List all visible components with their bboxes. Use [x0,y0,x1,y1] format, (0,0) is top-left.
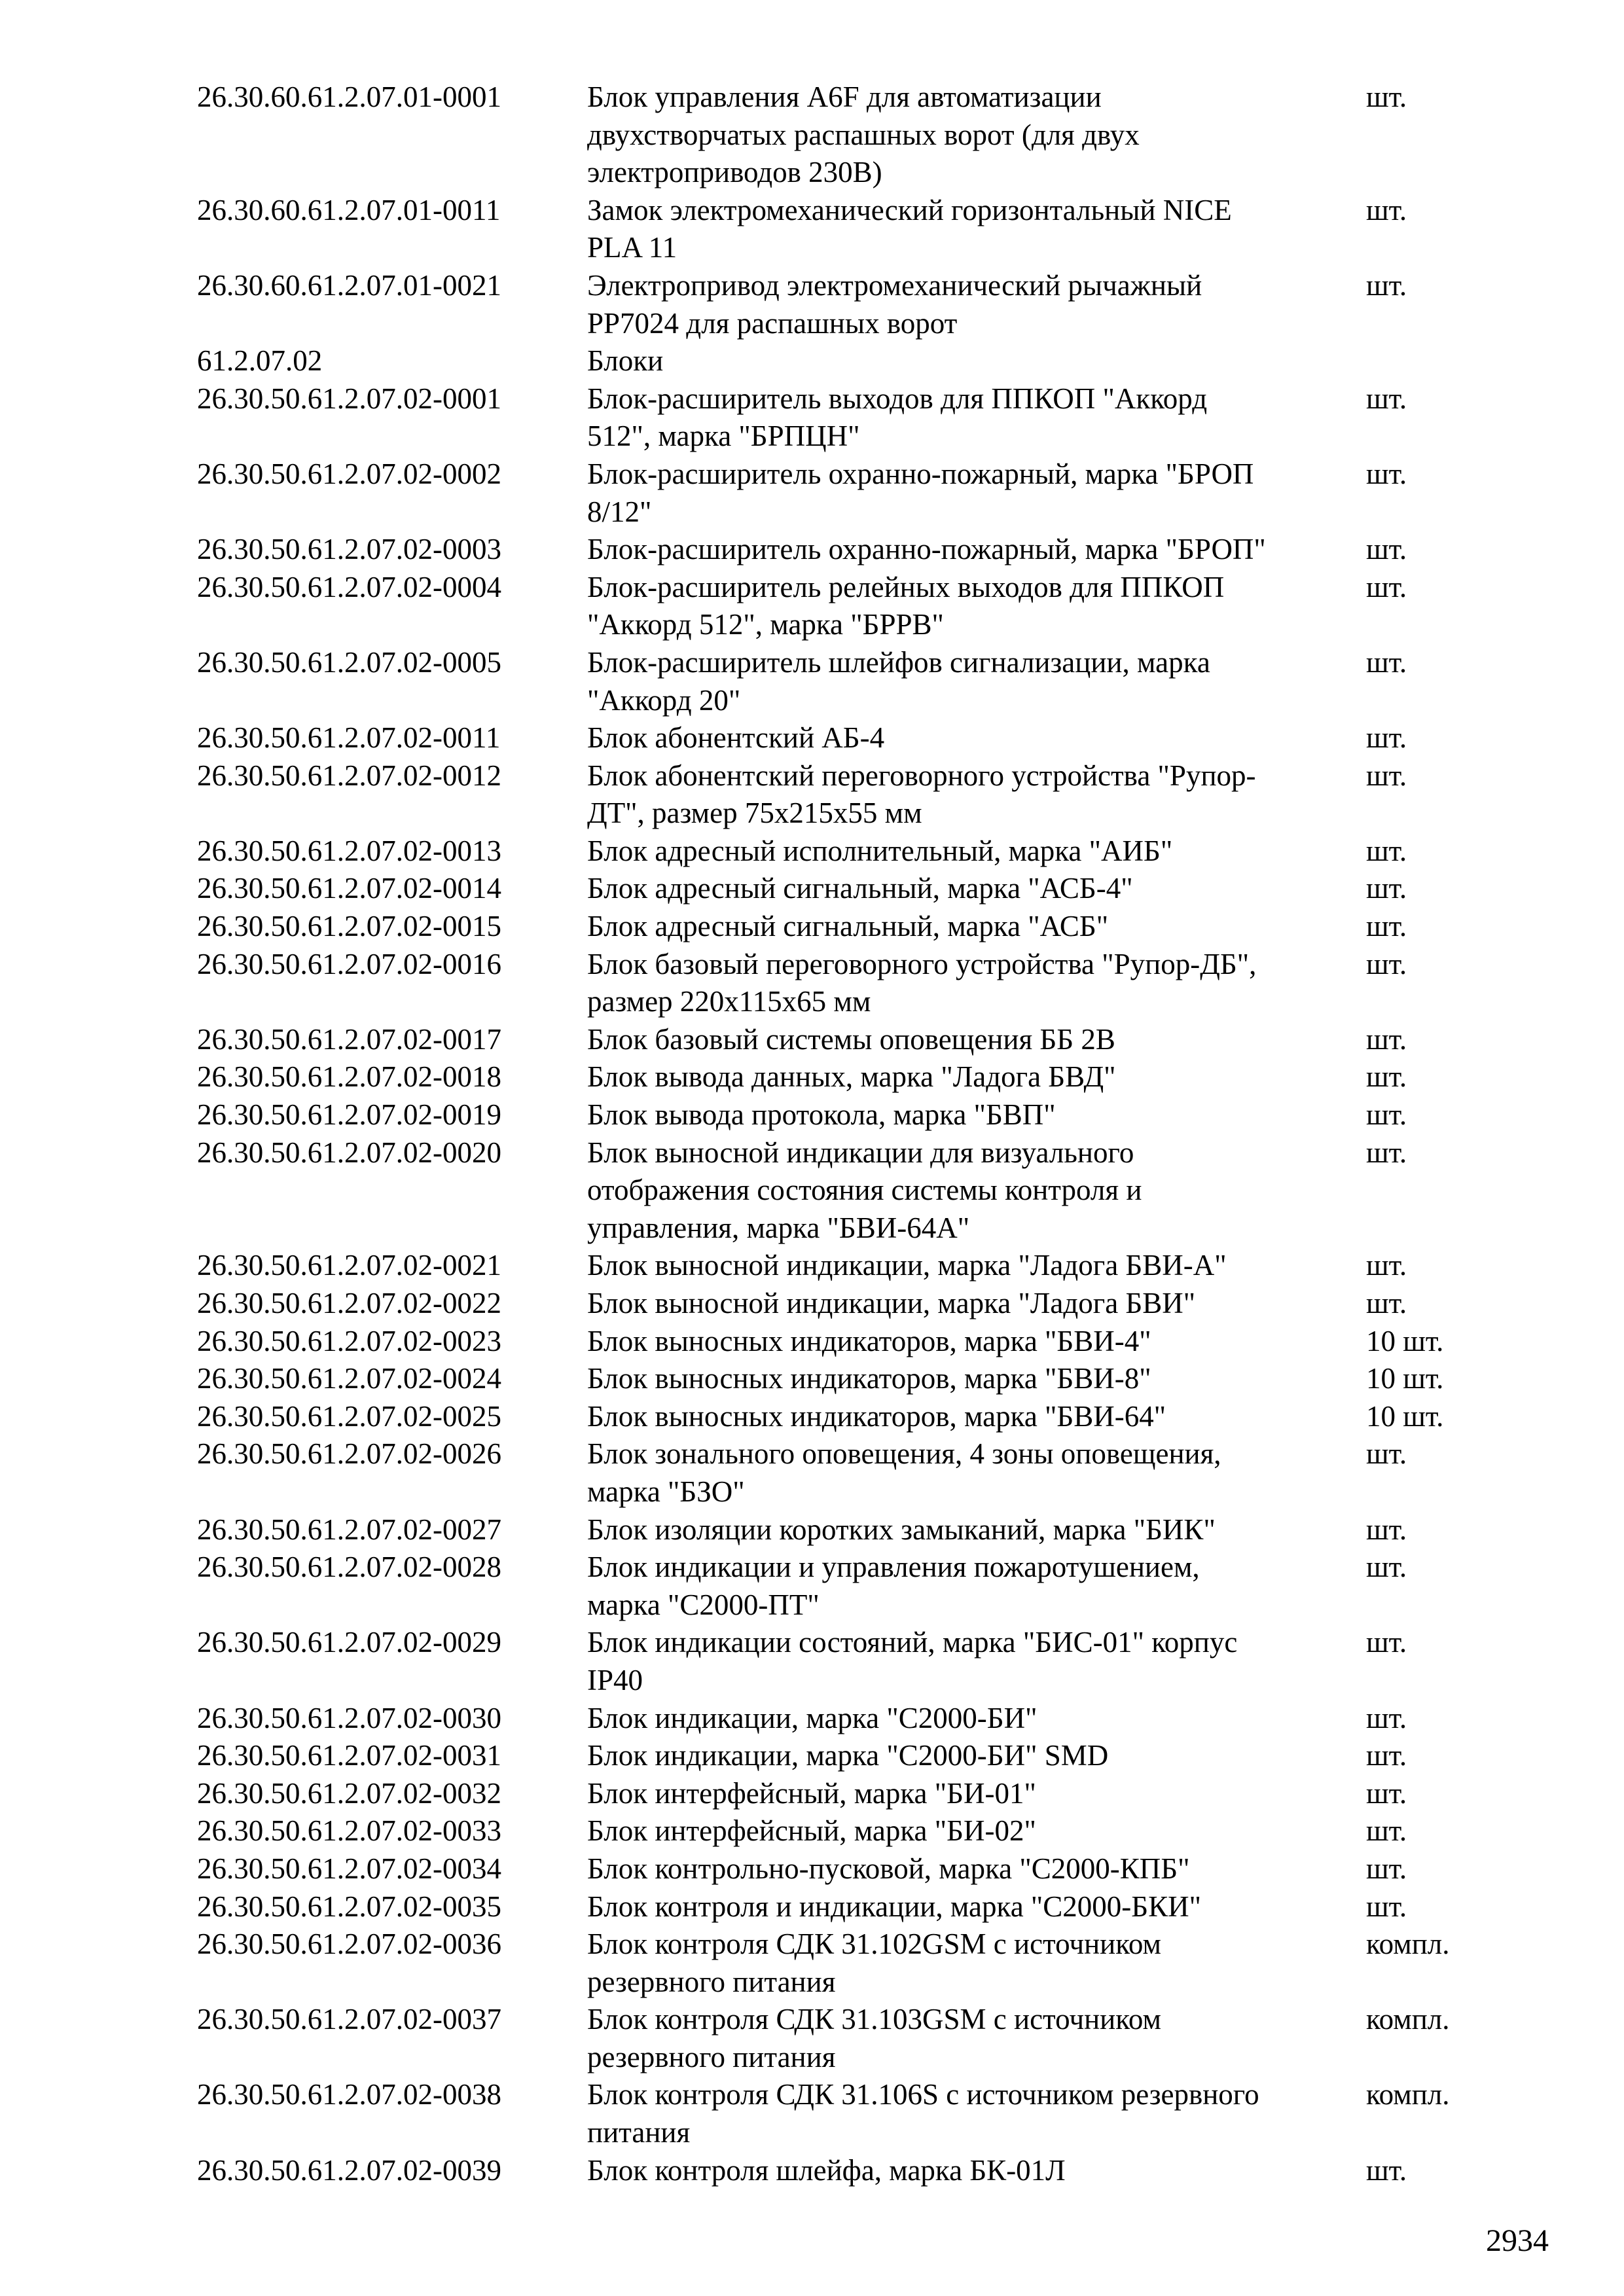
row-code: 26.30.50.61.2.07.02-0024 [197,1362,501,1395]
row-code: 26.30.60.61.2.07.01-0011 [197,193,501,226]
row-name: Блок индикации, марка "С2000-БИ" [587,1701,1038,1734]
row-name: Блок-расширитель охранно-пожарный, марка "БРОП 8/12" [587,457,1254,528]
row-code: 26.30.50.61.2.07.02-0026 [197,1437,501,1471]
table-row [197,1058,1506,1096]
table-row [197,1021,1506,1059]
row-name: Блок контроля СДК 31.103GSM с источником резервного питания [587,2003,1161,2073]
row-name: Блок управления A6F для автоматизации двухстворчатых распашных ворот (для двух электроприводов 230В) [587,81,1140,189]
row-name: Блок выносной индикации для визуального отображения состояния системы контроля и управления, марка "БВИ-64А" [587,1136,1142,1244]
row-name: Блок адресный сигнальный, марка "АСБ" [587,910,1109,943]
row-name: Блок вывода данных, марка "Ладога БВД" [587,1060,1116,1094]
row-code: 26.30.50.61.2.07.02-0025 [197,1399,501,1433]
row-unit: шт. [1366,1249,1407,1282]
row-code: 26.30.50.61.2.07.02-0014 [197,872,501,905]
table-row [197,1549,1506,1624]
row-unit: компл. [1366,2003,1450,2036]
row-name: Блок-расширитель выходов для ППКОП "Аккорд 512", марка "БРПЦН" [587,382,1208,453]
row-unit: шт. [1366,1437,1407,1471]
row-name: Блок-расширитель релейных выходов для ППКОП "Аккорд 512", марка "БРРВ" [587,570,1225,641]
row-code: 26.30.50.61.2.07.02-0016 [197,947,501,980]
row-name: Блок контроля и индикации, марка "С2000-БКИ" [587,1890,1202,1923]
table-row [197,908,1506,946]
table-row [197,1926,1506,2001]
row-name: Блок базовый системы оповещения ББ 2В [587,1022,1115,1056]
row-unit: компл. [1366,2078,1450,2111]
row-code: 26.30.50.61.2.07.02-0029 [197,1626,501,1659]
table-row [197,380,1506,456]
table-row [197,267,1506,342]
table-row [197,2076,1506,2151]
row-unit: шт. [1366,645,1407,679]
row-code: 26.30.50.61.2.07.02-0023 [197,1324,501,1357]
row-code: 61.2.07.02 [197,344,323,378]
row-code: 26.30.50.61.2.07.02-0034 [197,1852,501,1885]
row-unit: шт. [1366,759,1407,792]
row-name: Блок изоляции коротких замыканий, марка "БИК" [587,1513,1216,1546]
row-code: 26.30.50.61.2.07.02-0028 [197,1551,501,1584]
row-name: Блок индикации, марка "С2000-БИ" SMD [587,1739,1109,1772]
table-row [197,1775,1506,1813]
row-name: Блок индикации и управления пожаротушением, марка "С2000-ПТ" [587,1551,1200,1621]
table-row [197,1850,1506,1888]
row-name: Электропривод электромеханический рычажный PP7024 для распашных ворот [587,268,1202,340]
row-unit: шт. [1366,947,1407,980]
table-row [197,1435,1506,1511]
row-unit: шт. [1366,1022,1407,1056]
table-row [197,79,1506,192]
row-code: 26.30.50.61.2.07.02-0015 [197,910,501,943]
row-code: 26.30.50.61.2.07.02-0019 [197,1098,501,1132]
row-code: 26.30.50.61.2.07.02-0011 [197,721,501,755]
row-code: 26.30.50.61.2.07.02-0012 [197,759,501,792]
row-unit: 10 шт. [1366,1399,1444,1433]
row-code: 26.30.50.61.2.07.02-0003 [197,533,501,566]
row-unit: шт. [1366,1287,1407,1319]
row-code: 26.30.50.61.2.07.02-0005 [197,645,501,679]
row-code: 26.30.60.61.2.07.01-0001 [197,81,501,113]
row-code: 26.30.50.61.2.07.02-0013 [197,834,501,867]
table-row [197,757,1506,833]
row-code: 26.30.50.61.2.07.02-0001 [197,382,501,415]
row-code: 26.30.50.61.2.07.02-0017 [197,1022,501,1056]
row-name: Блок вывода протокола, марка "БВП" [587,1098,1056,1132]
row-name: Блок контрольно-пусковой, марка "С2000-КПБ" [587,1852,1190,1885]
row-unit: шт. [1366,1852,1407,1885]
row-unit: шт. [1366,910,1407,943]
row-unit: шт. [1366,1098,1407,1132]
row-name: Замок электромеханический горизонтальный NICE PLA 11 [587,193,1232,264]
row-code: 26.30.50.61.2.07.02-0033 [197,1814,501,1848]
table-row [197,531,1506,569]
row-unit: шт. [1366,1890,1407,1923]
row-name: Блок контроля СДК 31.106S с источником резервного питания [587,2078,1259,2149]
table-row [197,1700,1506,1738]
row-unit: шт. [1366,1551,1407,1584]
classifier-table [197,79,1506,2189]
table-row [197,1398,1506,1436]
row-unit: шт. [1366,2153,1407,2187]
row-unit: шт. [1366,1701,1407,1734]
table-row [197,456,1506,531]
table-row [197,1812,1506,1850]
table-row [197,1624,1506,1699]
table-row [197,833,1506,870]
table-row [197,1737,1506,1775]
row-code: 26.30.50.61.2.07.02-0039 [197,2153,501,2187]
row-unit: шт. [1366,268,1407,302]
table-row [197,1360,1506,1398]
page-number: 2934 [1486,2223,1549,2258]
row-name: Блок интерфейсный, марка "БИ-02" [587,1814,1036,1848]
row-name: Блоки [587,344,664,378]
row-unit: 10 шт. [1366,1324,1444,1357]
row-code: 26.30.50.61.2.07.02-0027 [197,1513,501,1546]
table-row [197,192,1506,267]
row-code: 26.30.50.61.2.07.02-0035 [197,1890,501,1923]
row-name: Блок индикации состояний, марка "БИС-01" корпус IP40 [587,1626,1238,1696]
row-code: 26.30.50.61.2.07.02-0036 [197,1928,501,1961]
table-row [197,719,1506,757]
row-unit: шт. [1366,834,1407,867]
row-unit: шт. [1366,1739,1407,1772]
row-name: Блок выносных индикаторов, марка "БВИ-64" [587,1399,1166,1433]
row-unit: шт. [1366,1513,1407,1546]
row-code: 26.30.50.61.2.07.02-0002 [197,457,501,490]
row-code: 26.30.50.61.2.07.02-0018 [197,1060,501,1094]
table-row [197,1096,1506,1134]
row-unit: компл. [1366,1928,1450,1961]
row-name: Блок выносной индикации, марка "Ладога БВИ" [587,1287,1196,1319]
row-unit: шт. [1366,193,1407,226]
table-row [197,644,1506,719]
row-unit: шт. [1366,1060,1407,1094]
table-row [197,2152,1506,2190]
table-row [197,2001,1506,2076]
table-row [197,1134,1506,1247]
row-name: Блок базовый переговорного устройства "Рупор-ДБ", размер 220х115х65 мм [587,947,1257,1018]
row-unit: 10 шт. [1366,1362,1444,1395]
table-row [197,569,1506,644]
row-unit: шт. [1366,1626,1407,1659]
row-name: Блок абонентский переговорного устройства "Рупор- ДТ", размер 75х215х55 мм [587,759,1256,830]
row-name: Блок зонального оповещения, 4 зоны оповещения, марка "БЗО" [587,1437,1221,1508]
row-code: 26.30.50.61.2.07.02-0020 [197,1136,501,1169]
row-name: Блок выносных индикаторов, марка "БВИ-8" [587,1362,1151,1395]
row-code: 26.30.50.61.2.07.02-0021 [197,1249,501,1282]
row-code: 26.30.60.61.2.07.01-0021 [197,268,501,302]
table-row [197,342,1506,380]
row-code: 26.30.50.61.2.07.02-0037 [197,2003,501,2036]
row-unit: шт. [1366,721,1407,755]
row-name: Блок контроля шлейфа, марка БК-01Л [587,2153,1066,2187]
row-name: Блок интерфейсный, марка "БИ-01" [587,1776,1036,1810]
row-name: Блок-расширитель шлейфов сигнализации, марка "Аккорд 20" [587,645,1210,717]
row-unit: шт. [1366,1136,1407,1169]
row-name: Блок выносной индикации, марка "Ладога БВИ-А" [587,1249,1227,1282]
row-code: 26.30.50.61.2.07.02-0004 [197,570,501,603]
row-name: Блок выносных индикаторов, марка "БВИ-4" [587,1324,1151,1357]
table-row [197,1247,1506,1285]
row-code: 26.30.50.61.2.07.02-0032 [197,1776,501,1810]
row-name: Блок абонентский АБ-4 [587,721,885,755]
row-code: 26.30.50.61.2.07.02-0038 [197,2078,501,2111]
row-unit: шт. [1366,872,1407,905]
row-unit: шт. [1366,533,1407,566]
row-unit: шт. [1366,570,1407,603]
row-unit: шт. [1366,382,1407,415]
table-row [197,1323,1506,1361]
row-code: 26.30.50.61.2.07.02-0022 [197,1287,501,1319]
table-row [197,946,1506,1021]
row-code: 26.30.50.61.2.07.02-0031 [197,1739,501,1772]
table-row [197,1511,1506,1549]
table-row [197,1285,1506,1323]
row-name: Блок адресный сигнальный, марка "АСБ-4" [587,872,1133,905]
row-name: Блок-расширитель охранно-пожарный, марка "БРОП" [587,533,1266,566]
table-row [197,870,1506,908]
row-unit: шт. [1366,1814,1407,1848]
table-row [197,1888,1506,1926]
row-unit: шт. [1366,457,1407,490]
row-name: Блок адресный исполнительный, марка "АИБ" [587,834,1173,867]
row-unit: шт. [1366,1776,1407,1810]
row-name: Блок контроля СДК 31.102GSM с источником резервного питания [587,1928,1161,1998]
row-code: 26.30.50.61.2.07.02-0030 [197,1701,501,1734]
row-unit: шт. [1366,81,1407,113]
